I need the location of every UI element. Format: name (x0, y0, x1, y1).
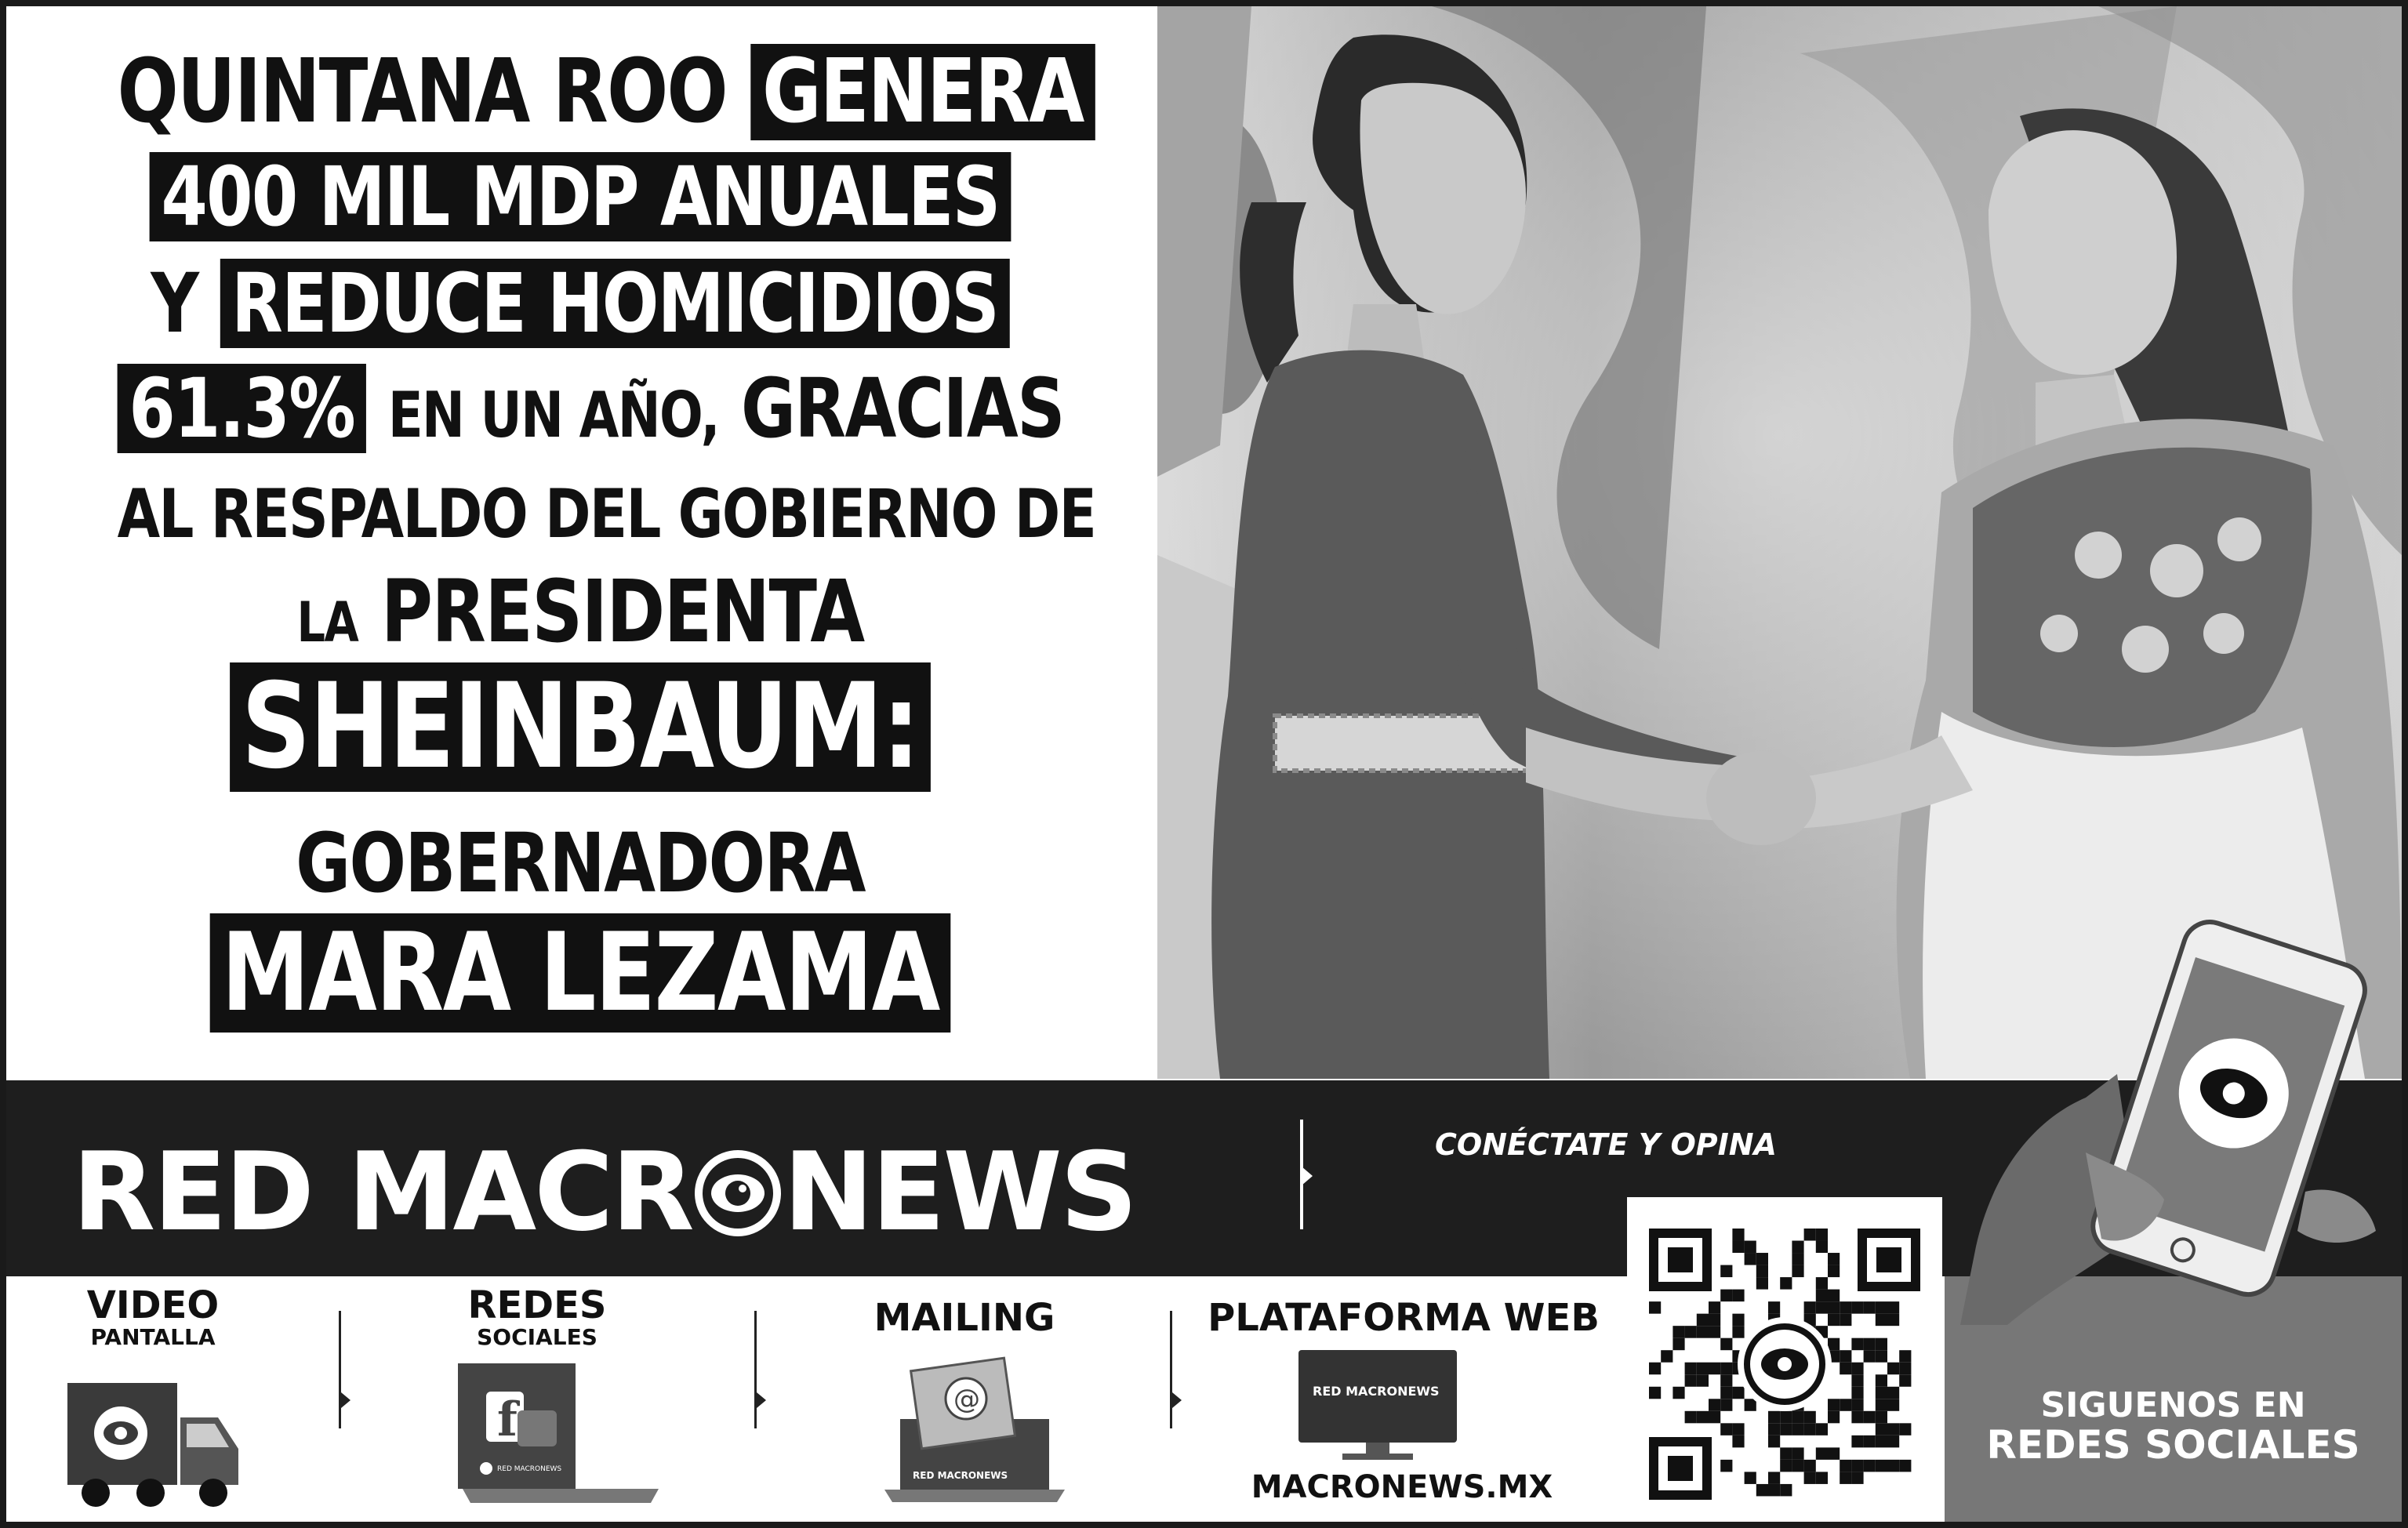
service-title: REDES (467, 1283, 607, 1327)
service-title: PLATAFORMA WEB (1208, 1296, 1600, 1340)
headline-line-3 (118, 256, 1044, 351)
headline-text: PRESIDENTA (380, 561, 864, 662)
brand-text-right: NEWS (783, 1129, 1136, 1255)
headline-text: QUINTANA ROO (117, 41, 727, 143)
service-divider-arrow (1172, 1392, 1182, 1408)
headline-highlight: GENERA (750, 44, 1095, 140)
headline (16, 31, 1145, 1074)
laptop-label: RED MACRONEWS (497, 1465, 562, 1473)
truck-icon (64, 1378, 245, 1512)
service-social (439, 1283, 635, 1350)
service-title: MAILING (873, 1296, 1055, 1340)
service-divider-arrow (757, 1392, 766, 1408)
follow-us-text (1945, 1385, 2402, 1468)
service-divider-arrow (341, 1392, 350, 1408)
monitor-icon (1295, 1347, 1460, 1464)
laptop-social-icon (455, 1360, 663, 1509)
headline-highlight: 400 MIL MDP ANUALES (150, 152, 1012, 241)
headline-line-1 (117, 41, 1084, 143)
headline-highlight: 61.3% (118, 364, 366, 453)
headline-line-4 (118, 361, 1064, 456)
headline-line-5 (117, 475, 1096, 553)
headline-text: GOBERNADORA (296, 815, 865, 911)
follow-us-line-2: REDES SOCIALES (1986, 1422, 2360, 1468)
qr-code[interactable] (1627, 1197, 1942, 1522)
headline-highlight: SHEINBAUM: (230, 662, 931, 792)
service-video (47, 1283, 259, 1350)
service-divider (1170, 1311, 1172, 1428)
tagline: CONÉCTATE Y OPINA (1435, 1127, 1777, 1162)
brand-divider-arrow (1302, 1167, 1313, 1185)
service-mailing (855, 1296, 1074, 1340)
svg-text:@: @ (953, 1384, 980, 1415)
headline-highlight: REDUCE HOMICIDIOS (220, 259, 1009, 348)
service-divider (754, 1311, 757, 1428)
service-title: VIDEO (86, 1283, 220, 1327)
brand-logo (72, 1129, 1135, 1255)
website-link[interactable]: MACRONEWS.MX (1251, 1469, 1553, 1505)
follow-us-line-1: SIGUENOS EN (2040, 1385, 2306, 1425)
monitor-label: RED MACRONEWS (1313, 1384, 1440, 1399)
headline-text: GRACIAS (740, 361, 1064, 456)
laptop-mail-icon (869, 1348, 1073, 1505)
service-web (1192, 1296, 1615, 1340)
headline-line-8 (118, 815, 1044, 911)
headline-line-6 (118, 561, 1044, 662)
svg-text:f: f (497, 1392, 518, 1447)
headline-line-9 (118, 909, 1044, 1036)
headline-line-2 (118, 149, 1044, 245)
headline-text-small: LA (296, 590, 358, 655)
service-subtitle: PANTALLA (90, 1324, 216, 1350)
headline-highlight: MARA LEZAMA (210, 913, 951, 1033)
qr-code-graphic (1627, 1197, 1942, 1522)
headline-line-7 (118, 659, 1044, 795)
service-divider (339, 1311, 341, 1428)
headline-text-small: EN UN AÑO, (387, 379, 719, 452)
laptop-label: RED MACRONEWS (913, 1470, 1008, 1481)
headline-text: Y (151, 256, 198, 351)
brand-text-left: RED MACR (72, 1129, 692, 1255)
phone-hand-icon (1960, 917, 2399, 1325)
eye-logo-icon (694, 1137, 782, 1225)
service-subtitle: SOCIALES (477, 1324, 597, 1350)
headline-text: AL RESPALDO DEL GOBIERNO DE (117, 475, 1096, 553)
